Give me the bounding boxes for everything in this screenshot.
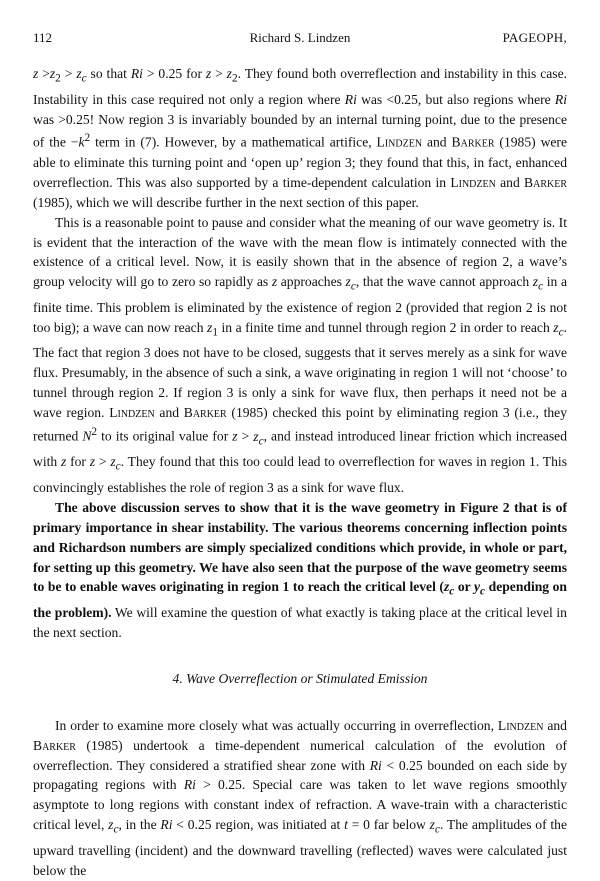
running-author: Richard S. Lindzen: [249, 30, 351, 45]
paragraph: This is a reasonable point to pause and consider what the meaning of our wave geometry is. It is evident that the interaction of the wave with the mean flow is intimately connected with the existence of a critical level. Now, it is easily shown that in the absence of region 2, a wave’s group velocity will go to zero so rapidly as z approaches $z_c$, that the wave cannot approach $z_c$ in a finite time. This problem is eliminated by the existence of region 2 (provided that region 2 is not too big); a wave can now reach $z_1$ in a finite time and tunnel through region 2 in order to reach $z_c$. The fact that region 3 does not have to be closed, suggests that it serves merely as a sink for wave flux. Presumably, in the absence of such a sink, a wave originating in region 1 will not ‘choose’ to tunnel through region 2. If region 3 is only a sink for wave flux, then perhaps it need not be a wave region. Lindzen and Barker (1985) checked this point by eliminating region 3 (i.e., they returned $N^2$ to its original value for $z > z_c$, and instead introduced linear friction which increased with z for $z > z_c$. They found that this too could lead to overreflection for waves in region 1. This convincingly establishes the role of region 3 as a sink for wave flux.: [33, 214, 568, 495]
page-number: 112: [33, 30, 53, 45]
running-header: [33, 30, 567, 50]
body-text: [33, 64, 567, 881]
paragraph: In order to examine more closely what was actually occurring in overreflection, Lindzen and Barker (1985) undertook a time-dependent numerical calculation of the evolution of overreflection. They considered a stratified shear zone with Ri < 0.25 bounded on each side by propagating regions with Ri > 0.25. Special care was taken to let wave regions smoothly asymptote to long regions with constant index of refraction. A wave-train with a characteristic critical level, $z_c$, in the Ri < 0.25 region, was initiated at t = 0 far below $z_c$. The amplitudes of the upward travelling (incident) and the downward travelling (reflected) waves were calculated just below the: [33, 717, 567, 878]
section-heading: 4. Wave Overreflection or Stimulated Emission: [172, 670, 428, 686]
journal-name: PAGEOPH,: [502, 30, 567, 45]
journal-page: [33, 30, 567, 881]
paragraph: The above discussion serves to show that it is the wave geometry in Figure 2 that is of primary importance in shear instability. The various theorems concerning inflection points and Richardson numbers are simply specialized conditions which provide, in whole or part, for setting up this geometry. We have also seen that the purpose of the wave geometry seems to be to enable waves originating in region 1 to reach the critical level ($z_c$ or $y_c$ depending on the problem). We will examine the question of what exactly is taking place at the critical level in the next section.: [33, 499, 567, 640]
paragraph: $z >z_2 > z_c$ so that Ri > 0.25 for $z > z_2$. They found both overreflection and instability in this case. Instability in this case required not only a region where Ri was <0.25, but also regions where Ri was >0.25! Now region 3 is invariably bounded by an internal turning point, due to the presence of the $-k^2$ term in (7). However, by a mathematical artifice, Lindzen and Barker (1985) were able to eliminate this turning point and ‘open up’ region 3; they found that this, in fact, enhanced overreflection. This was also supported by a time-dependent calculation in Lindzen and Barker (1985), which we will describe further in the next section of this paper.: [33, 66, 568, 210]
